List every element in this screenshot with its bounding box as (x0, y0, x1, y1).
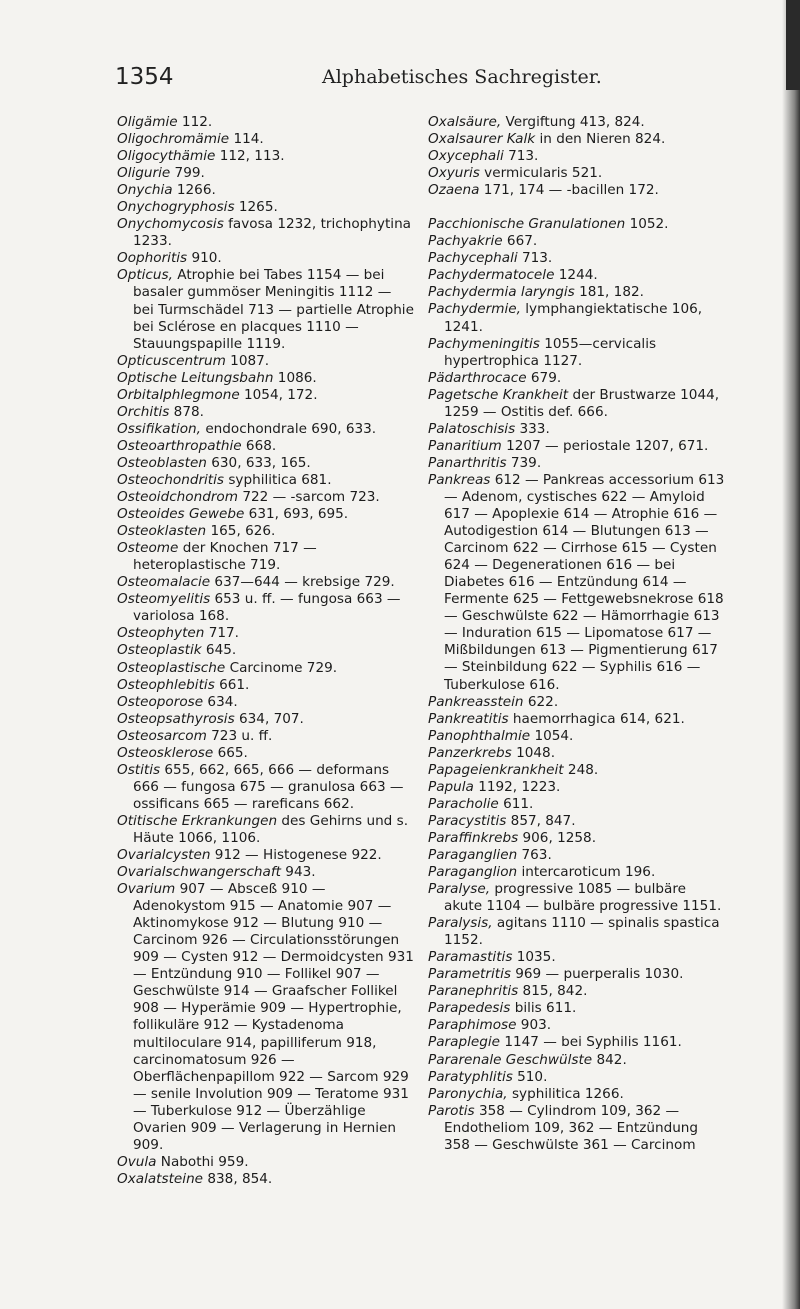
index-entry (117, 182, 415, 199)
index-entry (117, 523, 415, 540)
index-term: Pagetsche Krankheit (428, 386, 569, 403)
index-term: Ovarialcysten (117, 847, 211, 864)
index-entry (428, 983, 726, 1000)
index-term: Otitische Erkrankungen (117, 812, 278, 829)
index-entry (428, 762, 726, 779)
index-references: 943. (280, 864, 316, 881)
index-entry (428, 779, 726, 796)
index-term: Paraganglion (428, 864, 518, 881)
index-references: 969 — puerperalis 1030. (510, 966, 684, 983)
index-entry (117, 1171, 415, 1188)
index-term: Paracholie (428, 795, 499, 812)
index-entry (117, 813, 415, 847)
index-term: Parametritis (428, 966, 511, 983)
index-references: 112. (177, 114, 213, 130)
index-references: 510. (512, 1068, 548, 1085)
index-term: Osteomalacie (117, 574, 211, 591)
index-references: 248. (563, 761, 599, 778)
index-references: Carcinome 729. (225, 659, 338, 676)
index-term: Onychia (117, 182, 173, 199)
index-term: Panarthritis (428, 454, 507, 471)
index-entry (117, 353, 415, 370)
index-term: Paracystitis (428, 812, 507, 829)
index-entry (117, 881, 415, 1154)
index-entry (428, 421, 726, 438)
index-entry (117, 1154, 415, 1171)
index-entry (428, 267, 726, 284)
index-references: 165, 626. (206, 523, 276, 540)
index-term: Parotis (428, 1102, 475, 1119)
index-entry (428, 182, 726, 199)
index-term: Pachymeningitis (428, 335, 540, 352)
index-entry (117, 148, 415, 165)
index-term: Osteosklerose (117, 744, 214, 761)
index-references: des Gehirns und s. Häute 1066, 1106. (133, 812, 409, 846)
index-term: Papula (428, 778, 474, 795)
index-references: 661. (214, 676, 250, 693)
index-term: Oxalsaurer Kalk (428, 131, 536, 148)
index-references: bilis 611. (510, 1000, 577, 1017)
index-entry (428, 745, 726, 762)
index-references: 181, 182. (574, 284, 644, 301)
index-entry (428, 233, 726, 250)
index-references: haemorrhagica 614, 621. (508, 710, 685, 727)
index-term: Oligurie (117, 165, 171, 182)
index-term: Oligocythämie (117, 148, 216, 165)
index-references: 799. (170, 165, 205, 182)
index-entry (428, 148, 726, 165)
index-entry (428, 796, 726, 813)
index-term: Optische Leitungsbahn (117, 369, 274, 386)
index-term: Orbitalphlegmone (117, 386, 240, 403)
index-references: 1054, 172. (239, 386, 318, 403)
index-term: Pankreas (428, 471, 491, 488)
index-entry (428, 1034, 726, 1051)
index-references: 612 — Pankreas accessorium 613 — Adenom, cystisches 622 — Amyloid 617 — Apoplexie 614 — Atrophie 616 — Autodigestion 614 — Blutungen 613 — Carcinom 622 — Cirrhose 615 — Cysten 624 — Degenerationen 616 — bei Diabetes 616 — Entzündung 614 — Fermente 625 — Fettgewebsnekrose 618 — Geschwülste 622 — Hämorrhagie 613 — Induration 615 — Lipomatose 617 — Mißbildungen 613 — Pigmentierung 617 — Steinbildung 622 — Syphilis 616 — Tuberkulose 616. (444, 471, 725, 693)
index-references: 907 — Absceß 910 — Adenokystom 915 — Anatomie 907 — Aktinomykose 912 — Blutung 910 — Carcinom 926 — Circulationsstörungen 909 — Cysten 912 — Dermoidcysten 931 — Entzündung 910 — Follikel 907 — Geschwülste 914 — Graafscher Follikel 908 — Hyperämie 909 — Hypertrophie, follikuläre 912 — Kystadenoma multiloculare 914, papilliferum 918, carcinomatosum 926 — Oberflächenpapillom 922 — Sarcom 929 — senile Involution 909 — Teratome 931 — Tuberkulose 912 — Überzählige Ovarien 909 — Verlagerung in Hernien 909. (133, 881, 414, 1153)
index-term: Pankreatitis (428, 710, 509, 727)
index-term: Pachycephali (428, 250, 518, 267)
index-term: Pararenale Geschwülste (428, 1051, 593, 1068)
index-term: Paraganglien (428, 846, 518, 863)
index-term: Panaritium (428, 437, 502, 454)
index-references: syphilitica 1266. (507, 1085, 624, 1102)
index-references: 1087. (225, 352, 270, 369)
index-references: 878. (169, 403, 204, 420)
index-references: Atrophie bei Tabes 1154 — bei basaler gummöser Meningitis 1112 — bei Turmschädel 713 — partielle Atrophie bei Sclérose en placques 1110 — Stauungspapille 1119. (133, 267, 414, 352)
index-term: Pachydermatocele (428, 267, 555, 284)
index-term: Paraffinkrebs (428, 829, 519, 846)
index-entry (428, 131, 726, 148)
index-entry (117, 472, 415, 489)
index-references: favosa 1232, trichophytina 1233. (133, 216, 412, 250)
index-entry (117, 745, 415, 762)
index-entry (117, 404, 415, 421)
index-column-left (117, 114, 415, 1188)
index-references: 912 — Histogenese 922. (210, 847, 382, 864)
index-entry (428, 387, 726, 421)
index-references: 739. (506, 454, 542, 471)
index-entry (117, 455, 415, 472)
index-term: Ozaena (428, 182, 480, 199)
index-references: 1207 — periostale 1207, 671. (501, 437, 709, 454)
index-entry (428, 830, 726, 847)
index-references: 1035. (512, 949, 556, 966)
index-entry (117, 438, 415, 455)
index-term: Osteomyelitis (117, 591, 211, 608)
index-entry (428, 847, 726, 864)
index-references: 653 u. ff. — fungosa 663 — variolosa 168. (133, 591, 401, 625)
index-entry (117, 677, 415, 694)
index-references: 655, 662, 665, 666 — deformans 666 — fungosa 675 — granulosa 663 — ossificans 665 — rareficans 662. (133, 761, 404, 812)
index-references: endochondrale 690, 633. (201, 420, 377, 437)
index-references: 171, 174 — -bacillen 172. (479, 182, 659, 199)
index-entry (117, 489, 415, 506)
index-references: 903. (516, 1017, 552, 1034)
index-references: 1192, 1223. (473, 778, 561, 795)
index-term: Paramastitis (428, 949, 513, 966)
index-term: Paralysis, (428, 915, 493, 932)
index-entry (428, 284, 726, 301)
index-term: Osteoblasten (117, 454, 207, 471)
index-references: 630, 633, 165. (206, 454, 311, 471)
index-term: Onychogryphosis (117, 199, 235, 216)
index-entry (117, 506, 415, 523)
index-references: der Knochen 717 — heteroplastische 719. (133, 540, 317, 574)
index-term: Ovula (117, 1153, 157, 1170)
index-column-right (428, 114, 726, 1154)
index-references: 815, 842. (518, 983, 588, 1000)
index-entry (428, 1017, 726, 1034)
index-term: Parapedesis (428, 1000, 511, 1017)
index-term: Papageienkrankheit (428, 761, 564, 778)
index-references: 1147 — bei Syphilis 1161. (500, 1034, 682, 1051)
index-term: Oxyuris (428, 165, 480, 182)
index-term: Osteopsathyrosis (117, 710, 235, 727)
index-entry (117, 660, 415, 677)
index-references: 358 — Cylindrom 109, 362 — Endotheliom 109, 362 — Entzündung 358 — Geschwülste 361 — Carcinom (444, 1102, 699, 1153)
index-entry (428, 1086, 726, 1103)
index-references: 1086. (273, 369, 317, 386)
index-references: 1244. (554, 267, 598, 284)
index-term: Pacchionische Granulationen (428, 216, 626, 233)
index-entry (428, 711, 726, 728)
index-entry (117, 762, 415, 813)
index-references: 1054. (530, 727, 574, 744)
index-entry (117, 728, 415, 745)
index-references: 1052. (625, 216, 669, 233)
index-entry (428, 250, 726, 267)
index-term: Paraplegie (428, 1034, 500, 1051)
index-term: Osteoklasten (117, 523, 207, 540)
index-references: 634, 707. (234, 710, 304, 727)
index-term: Panophthalmie (428, 727, 531, 744)
index-references: 910. (187, 250, 222, 267)
index-references: 1048. (511, 744, 556, 761)
index-references: 713. (517, 250, 553, 267)
index-term: Ovarialschwangerschaft (117, 864, 281, 881)
index-references: 631, 693, 695. (244, 506, 349, 523)
index-entry (428, 915, 726, 949)
index-term: Ossifikation, (117, 420, 201, 437)
index-term: Pankreasstein (428, 693, 524, 710)
index-references: 1055—cervicalis hypertrophica 1127. (444, 335, 657, 369)
index-references: agitans 1110 — spinalis spastica 1152. (444, 915, 720, 949)
index-entry (117, 421, 415, 438)
index-entry (117, 131, 415, 148)
index-entry (117, 540, 415, 574)
index-term: Pachyakrie (428, 233, 503, 250)
index-references: 857, 847. (506, 812, 576, 829)
index-references: lymphangiektatische 106, 1241. (444, 301, 703, 335)
page-edge-dark (786, 0, 800, 90)
running-head: Alphabetisches Sachregister. (322, 66, 602, 88)
index-entry (117, 370, 415, 387)
index-term: Ovarium (117, 881, 176, 898)
index-entry (117, 165, 415, 182)
index-term: Osteoides Gewebe (117, 506, 245, 523)
index-entry (428, 216, 726, 233)
index-references: 713. (503, 148, 539, 165)
index-entry (117, 387, 415, 404)
page-number: 1354 (115, 64, 174, 90)
index-entry (117, 591, 415, 625)
index-references: 722 — -sarcom 723. (238, 489, 380, 506)
index-entry (428, 1103, 726, 1154)
index-references: 665. (213, 744, 248, 761)
index-term: Opticus, (117, 267, 173, 284)
index-references: 667. (502, 233, 538, 250)
index-entry (428, 864, 726, 881)
index-term: Osteophyten (117, 625, 205, 642)
index-entry (117, 250, 415, 267)
index-entry (117, 574, 415, 591)
index-entry (428, 336, 726, 370)
index-term: Paronychia, (428, 1085, 508, 1102)
index-term: Palatoschisis (428, 420, 516, 437)
index-term: Osteoplastische (117, 659, 226, 676)
index-entry (117, 625, 415, 642)
index-term: Oophoritis (117, 250, 188, 267)
index-references: 645. (201, 642, 237, 659)
index-entry (428, 472, 726, 694)
index-references: 679. (526, 369, 562, 386)
index-entry (117, 864, 415, 881)
index-references: 333. (515, 420, 550, 437)
index-term: Pachydermia laryngis (428, 284, 575, 301)
index-term: Paratyphlitis (428, 1068, 513, 1085)
index-term: Osteoidchondrom (117, 489, 238, 506)
index-term: Oxycephali (428, 148, 504, 165)
index-references: 611. (498, 795, 534, 812)
index-term: Osteoarthropathie (117, 437, 242, 454)
index-term: Oxalatsteine (117, 1170, 204, 1187)
index-entry (117, 694, 415, 711)
index-entry (428, 114, 726, 131)
index-references: Vergiftung 413, 824. (501, 114, 645, 130)
index-references: syphilitica 681. (224, 471, 332, 488)
index-references: 1265. (234, 199, 278, 216)
index-term: Oxalsäure, (428, 114, 502, 130)
index-references: 906, 1258. (518, 829, 597, 846)
index-term: Paralyse, (428, 881, 491, 898)
index-term: Onychomycosis (117, 216, 224, 233)
index-entry (117, 847, 415, 864)
index-references: Nabothi 959. (156, 1153, 249, 1170)
index-entry (428, 881, 726, 915)
index-references: 114. (229, 131, 264, 148)
index-entry (428, 1052, 726, 1069)
index-references: 842. (592, 1051, 627, 1068)
index-entry (428, 165, 726, 182)
index-references: 668. (241, 437, 277, 454)
index-term: Osteoporose (117, 693, 204, 710)
index-entry (428, 1000, 726, 1017)
index-entry (117, 199, 415, 216)
index-term: Paraphimose (428, 1017, 517, 1034)
index-entry (117, 642, 415, 659)
index-term: Oligochromämie (117, 131, 230, 148)
index-references: 622. (523, 693, 559, 710)
index-references: 634. (203, 693, 238, 710)
index-references: 1266. (172, 182, 216, 199)
index-term: Pachydermie, (428, 301, 521, 318)
index-references: 717. (204, 625, 239, 642)
index-references: 637—644 — krebsige 729. (210, 574, 395, 591)
index-references: 112, 113. (215, 148, 285, 165)
index-references: der Brustwarze 1044, 1259 — Ostitis def. 666. (444, 386, 720, 420)
index-references: progressive 1085 — bulbäre akute 1104 — bulbäre progressive 1151. (444, 881, 722, 915)
index-references: in den Nieren 824. (535, 131, 666, 148)
page-edge-shadow (782, 0, 800, 1309)
index-term: Pädarthrocace (428, 369, 527, 386)
index-entry (428, 301, 726, 335)
index-term: Osteochondritis (117, 471, 224, 488)
index-term: Osteophlebitis (117, 676, 215, 693)
index-term: Osteosarcom (117, 727, 207, 744)
index-references: 763. (517, 846, 552, 863)
index-term: Paranephritis (428, 983, 519, 1000)
index-references: intercaroticum 196. (517, 864, 656, 881)
index-entry (428, 949, 726, 966)
index-term: Osteome (117, 540, 179, 557)
section-gap (428, 199, 726, 216)
index-entry (117, 216, 415, 250)
index-entry (428, 1069, 726, 1086)
index-term: Ostitis (117, 761, 161, 778)
index-references: 838, 854. (203, 1170, 273, 1187)
index-term: Osteoplastik (117, 642, 202, 659)
index-entry (428, 728, 726, 745)
index-term: Oligämie (117, 114, 178, 130)
index-entry (428, 694, 726, 711)
index-term: Panzerkrebs (428, 744, 512, 761)
index-references: 723 u. ff. (206, 727, 273, 744)
index-entry (117, 114, 415, 131)
index-references: vermicularis 521. (479, 165, 603, 182)
index-entry (117, 711, 415, 728)
index-term: Opticuscentrum (117, 352, 226, 369)
index-entry (117, 267, 415, 352)
index-entry (428, 966, 726, 983)
index-entry (428, 438, 726, 455)
index-term: Orchitis (117, 403, 170, 420)
index-entry (428, 370, 726, 387)
index-entry (428, 813, 726, 830)
index-entry (428, 455, 726, 472)
